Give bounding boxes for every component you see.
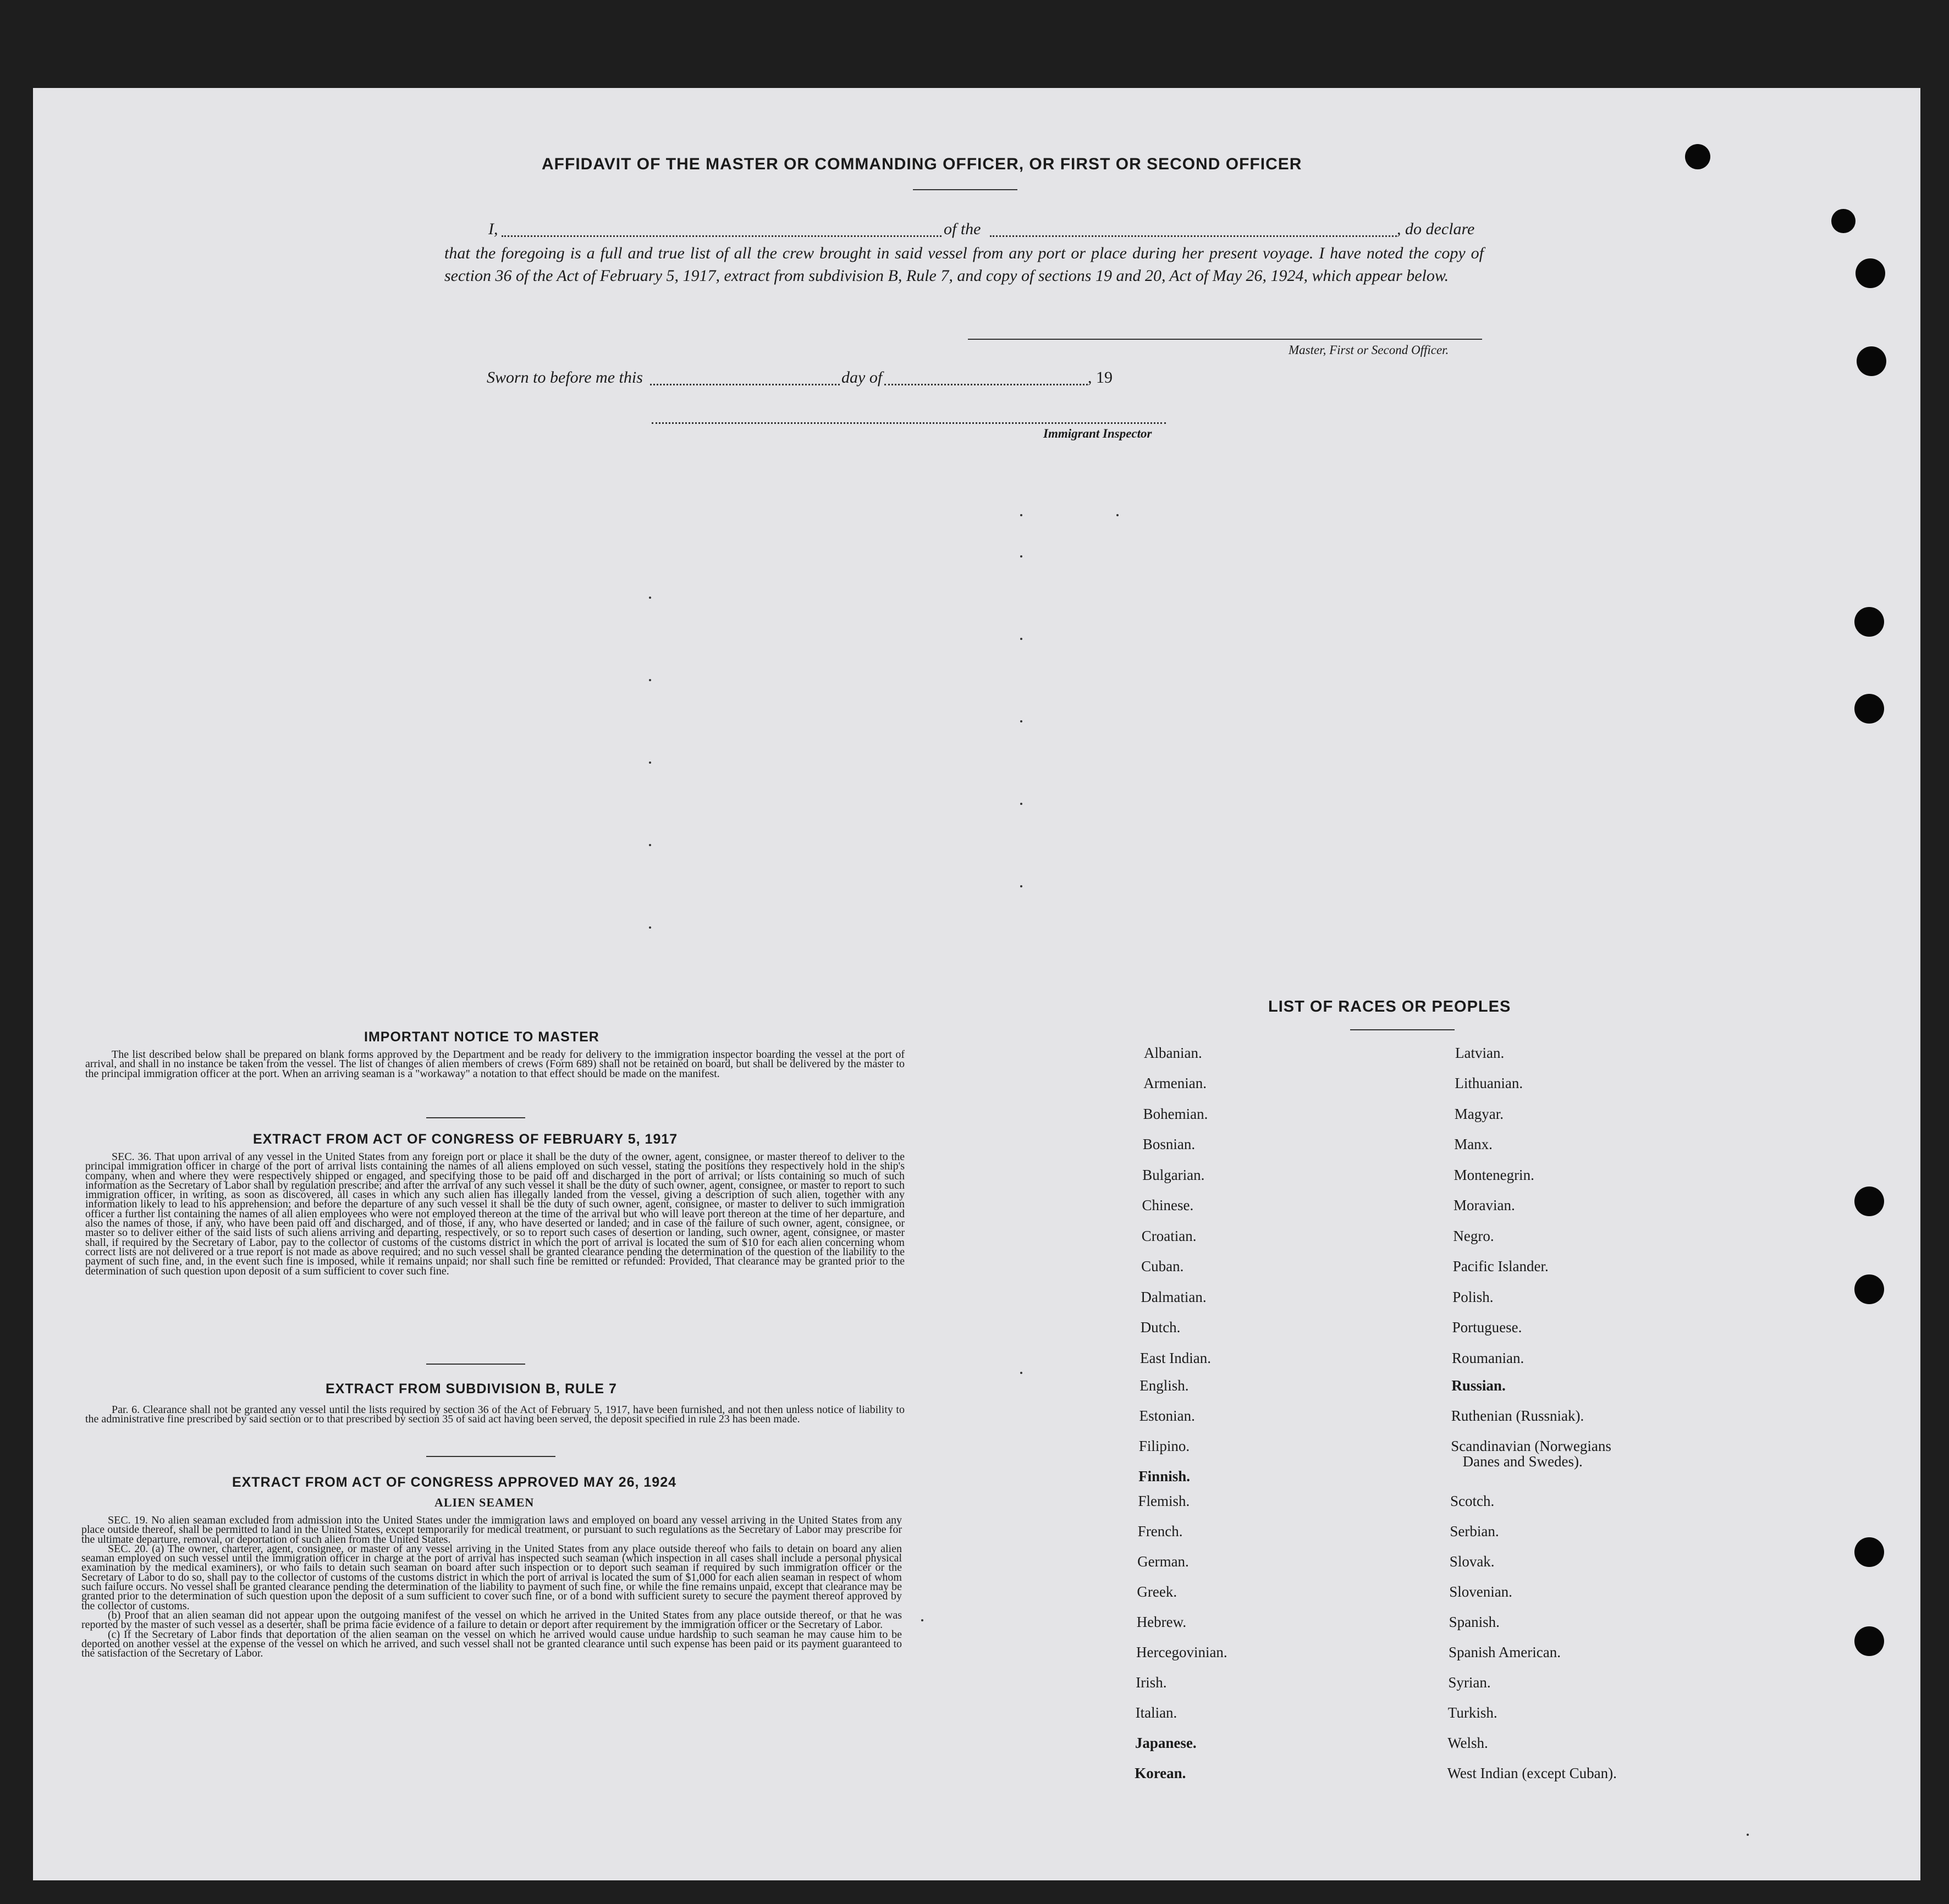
title-underline: [913, 189, 1017, 190]
race-item: German.: [1137, 1553, 1189, 1570]
race-item: Scotch.: [1450, 1493, 1495, 1509]
speck: [649, 679, 651, 681]
race-item: Welsh.: [1447, 1735, 1488, 1751]
sworn-label: Sworn to before me this: [487, 368, 643, 387]
speck: [1020, 803, 1022, 805]
race-item: Greek.: [1137, 1583, 1177, 1600]
speck: [1020, 514, 1022, 516]
race-item: Pacific Islander.: [1452, 1258, 1549, 1274]
race-item: Montenegrin.: [1454, 1167, 1534, 1183]
race-item: Croatian.: [1141, 1228, 1197, 1244]
speck: [1747, 1834, 1749, 1836]
punch-hole: [1857, 346, 1886, 376]
race-item: Portuguese.: [1452, 1319, 1522, 1335]
vessel-name-line: [990, 235, 1397, 237]
affidavit-of-the-label: of the: [944, 220, 981, 238]
punch-hole: [1685, 144, 1710, 169]
race-item: Italian.: [1135, 1704, 1177, 1721]
race-item: Korean.: [1135, 1765, 1186, 1781]
race-item: Chinese.: [1142, 1197, 1194, 1213]
race-item: Finnish.: [1138, 1468, 1190, 1484]
race-item: Cuban.: [1141, 1258, 1184, 1274]
extract-1924-title: EXTRACT FROM ACT OF CONGRESS APPROVED MAY 26, 1924: [232, 1475, 677, 1490]
sec-20a-paragraph: SEC. 20. (a) The owner, charterer, agent, consignee, or master of any vessel arriving in the United States from any place outside thereof who fails to detain on board any alien seaman employed on such vessel until the immigration officer in charge at the port of arrival has inspected such seaman (which inspection in all cases shall include a personal physical examination by the medical examiners), or who fails to detain such seaman on board after such inspection or to deport such seaman if required by such immigration officer or the Secretary of Labor to do so, shall pay to the collector of customs of the customs district in which the port of arrival is located the sum of $1,000 for each alien seaman in respect of whom such failure occurs. No vessel shall be granted clearance pending the determination of the liability to payment of such fine, or while the fine remains unpaid, except that clearance may be granted prior to the determination of such question upon the deposit of a sum sufficient to cover such fine, or of a bond with sufficient surety to secure the payment thereof approved by the collector of customs.: [81, 1542, 902, 1612]
year-label: , 19: [1088, 368, 1113, 387]
race-item: English.: [1139, 1377, 1189, 1394]
affidavit-i-label: I,: [488, 220, 498, 238]
race-item: Dutch.: [1140, 1319, 1181, 1335]
race-item: Lithuanian.: [1455, 1075, 1523, 1091]
race-item: Slovenian.: [1449, 1583, 1512, 1600]
sec-20b-paragraph: (b) Proof that an alien seaman did not appear upon the outgoing manifest of the vessel on which he arrived in the United States from any place outside thereof, or that he was reported by the master of such vessel as a deserter, shall be prima facie evidence of a failure to detain or deport after requirement by the immigration officer or the Secretary of Labor.: [81, 1609, 902, 1631]
race-item: Hercegovinian.: [1136, 1644, 1227, 1660]
master-signature-line: [968, 339, 1482, 340]
section-divider: [426, 1117, 525, 1118]
race-item: Manx.: [1454, 1136, 1493, 1152]
race-item: Latvian.: [1455, 1045, 1505, 1061]
race-item: Bohemian.: [1143, 1106, 1208, 1122]
races-title-underline: [1350, 1029, 1455, 1030]
punch-hole: [1854, 607, 1884, 637]
race-item: French.: [1137, 1523, 1183, 1539]
rule-7-title: EXTRACT FROM SUBDIVISION B, RULE 7: [326, 1381, 617, 1397]
section-divider: [426, 1364, 525, 1365]
punch-hole: [1854, 1537, 1884, 1567]
race-item: Magyar.: [1454, 1106, 1504, 1122]
extract-1917-title: EXTRACT FROM ACT OF CONGRESS OF FEBRUARY 5, 1917: [253, 1132, 678, 1147]
race-item: Polish.: [1452, 1289, 1494, 1305]
speck: [1020, 638, 1022, 640]
race-item: Filipino.: [1138, 1438, 1190, 1454]
inspector-caption: Immigrant Inspector: [1043, 427, 1152, 440]
race-item: Slovak.: [1449, 1553, 1495, 1570]
speck: [649, 844, 651, 846]
race-item: Bulgarian.: [1142, 1167, 1205, 1183]
races-title: LIST OF RACES OR PEOPLES: [1268, 998, 1511, 1016]
par-6-paragraph: Par. 6. Clearance shall not be granted any vessel until the lists required by section 36 of the Act of February 5, 1917, have been furnished, and not then unless notice of liability to the administrative fine prescribed by said section or to that prescribed by section 35 of said act having been served, the deposit specified in rule 23 has been made.: [85, 1404, 905, 1426]
race-item: Negro.: [1453, 1228, 1494, 1244]
speck: [1020, 885, 1022, 887]
race-item: Hebrew.: [1136, 1614, 1187, 1630]
sec-20c-paragraph: (c) If the Secretary of Labor finds that deportation of the alien seaman on the vessel on which he arrived would cause undue hardship to such seaman he may cause him to be deported on another vessel at the expense of the vessel on which he arrived, and such vessel shall not be granted clearance until such expense has been paid or its payment guaranteed to the satisfaction of the Secretary of Labor.: [81, 1628, 902, 1660]
race-item: Russian.: [1451, 1377, 1506, 1394]
race-item: Spanish American.: [1449, 1644, 1561, 1660]
race-item: Flemish.: [1138, 1493, 1190, 1509]
race-item: Bosnian.: [1142, 1136, 1196, 1152]
master-name-line: [502, 235, 942, 237]
day-of-label: day of: [841, 368, 883, 387]
section-divider: [426, 1456, 555, 1457]
race-item: Japanese.: [1135, 1735, 1197, 1751]
race-item: Estonian.: [1139, 1408, 1195, 1424]
speck: [649, 761, 651, 764]
race-item: Moravian.: [1454, 1197, 1515, 1213]
affidavit-declare-label: , do declare: [1397, 220, 1475, 238]
race-item: Ruthenian (Russniak).: [1451, 1408, 1584, 1424]
affidavit-title: AFFIDAVIT OF THE MASTER OR COMMANDING OFFICER, OR FIRST OR SECOND OFFICER: [542, 155, 1302, 173]
race-item: Armenian.: [1143, 1075, 1207, 1091]
punch-hole: [1854, 1186, 1884, 1216]
speck: [649, 926, 651, 929]
race-item: Roumanian.: [1452, 1350, 1524, 1366]
race-item: Syrian.: [1448, 1674, 1491, 1691]
race-item: Albanian.: [1144, 1045, 1202, 1061]
sworn-day-line: [650, 384, 840, 385]
inspector-signature-line: [652, 422, 1166, 424]
sworn-month-line: [884, 384, 1088, 385]
speck: [1020, 1372, 1022, 1374]
speck: [921, 1619, 923, 1621]
extract-1917-text: [85, 1152, 905, 1276]
extract-1924-text: [81, 1516, 902, 1658]
race-item: Dalmatian.: [1141, 1289, 1207, 1305]
punch-hole: [1854, 694, 1884, 724]
section-36-paragraph: SEC. 36. That upon arrival of any vessel in the United States from any foreign port or place it shall be the duty of the owner, agent, consignee, or master thereof to deliver to the principal immigration officer in charge of the port of arrival lists containing the names of all aliens employed on such vessel, stating the positions they respectively hold in the ship's company, when and where they were respectively shipped or engaged, and specifying those to be paid off and discharged in the port of arrival; or lists containing so much of such information as the Secretary of Labor shall by regulation prescribe; and after the arrival of any such vessel it shall be the duty of such owner, agent, consignee, or master to report to such immigration officer, in writing, as soon as discovered, all cases in which any such alien has illegally landed from the vessel, giving a description of such alien, together with any information likely to lead to his apprehension; and before the departure of any such vessel it shall be the duty of such owner, agent, consignee, or master to deliver to such immigration officer a further list containing the names of all alien employees who were not employed thereon at the time of the arrival but who will leave port thereon at the time of her departure, and also the names of those, if any, who have been paid off and discharged, and of those, if any, who have deserted or landed; and in case of the failure of such owner, agent, consignee, or master so to deliver either of the said lists of such aliens arriving and departing, respectively, or so to report such cases of desertion or landing, such owner, agent, consignee, or master shall, if required by the Secretary of Labor, pay to the collector of customs of the customs district in which the port of arrival is located the sum of $10 for each alien concerning whom correct lists are not delivered or a true report is not made as above required; and no such vessel shall be granted clearance pending the determination of the question of the liability to the payment of such fine, and, in the event such fine is imposed, while it remains unpaid; nor shall such fine be remitted or refunded: Provided, That clearance may be granted prior to the determination of such question upon deposit of a sum sufficient to cover such fine.: [85, 1151, 905, 1277]
race-item: Irish.: [1136, 1674, 1167, 1691]
alien-seamen-subtitle: ALIEN SEAMEN: [434, 1495, 535, 1509]
race-item: Scandinavian (Norwegians: [1451, 1438, 1611, 1454]
race-item: Serbian.: [1450, 1523, 1499, 1539]
race-item: Turkish.: [1447, 1704, 1497, 1721]
rule-7-text: [85, 1405, 905, 1425]
race-item: Danes and Swedes).: [1462, 1453, 1583, 1470]
speck: [1020, 720, 1022, 722]
speck: [649, 597, 651, 599]
notice-title: IMPORTANT NOTICE TO MASTER: [364, 1029, 599, 1045]
sec-19-paragraph: SEC. 19. No alien seaman excluded from admission into the United States under the immigration laws and employed on board any vessel arriving in the United States from any place outside thereof, shall be permitted to land in the United States, except temporarily for medical treatment, or pursuant to such regulations as the Secretary of Labor may prescribe for the ultimate departure, removal, or deportation of such alien from the United States.: [81, 1514, 902, 1546]
race-item: Spanish.: [1449, 1614, 1500, 1630]
speck: [1116, 514, 1119, 516]
punch-hole: [1856, 258, 1885, 288]
speck: [1020, 555, 1022, 558]
punch-hole: [1854, 1626, 1884, 1656]
master-signature-caption: Master, First or Second Officer.: [1289, 343, 1449, 357]
punch-hole: [1831, 209, 1856, 233]
race-item: East Indian.: [1140, 1350, 1211, 1366]
race-item: West Indian (except Cuban).: [1447, 1765, 1617, 1781]
affidavit-text: that the foregoing is a full and true list of all the crew brought in said vessel from any port or place during her present voyage. I have noted the copy of section 36 of the Act of February 5, 1917, extract from subdivision B, Rule 7, and copy of sections 19 and 20, Act of May 26, 1924, which appear below.: [444, 244, 1484, 285]
notice-text: [85, 1050, 905, 1079]
notice-paragraph: The list described below shall be prepared on blank forms approved by the Department and be ready for delivery to the immigration inspector boarding the vessel at the port of arrival, and shall in no instance be taken from the vessel. The list of changes of alien members of crews (Form 689) shall not be retained on board, but shall be delivered by the master to the principal immigration officer at the port. When an arriving seaman is a "workaway" a notation to that effect should be made on the manifest.: [85, 1048, 905, 1080]
punch-hole: [1854, 1274, 1884, 1304]
